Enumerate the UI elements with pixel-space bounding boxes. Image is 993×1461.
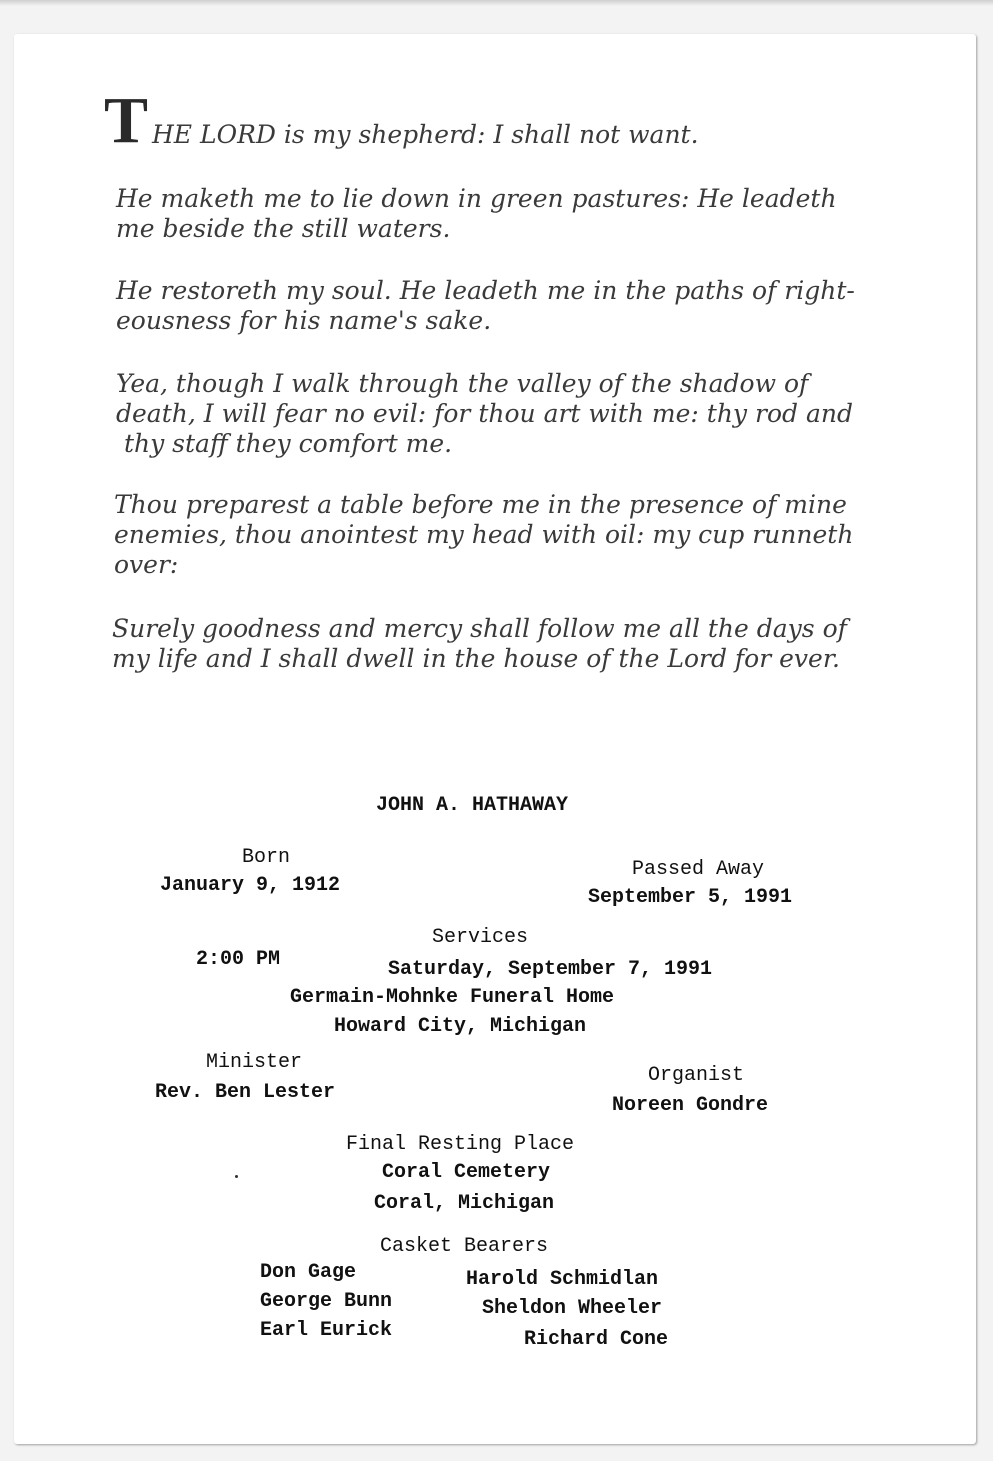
psalm-verse-2 (116, 184, 837, 244)
psalm-line-1: HE LORD is my shepherd: I shall not want. (152, 120, 699, 149)
casket-bearer: Harold Schmidlan (466, 1268, 659, 1291)
casket-bearers-label: Casket Bearers (380, 1235, 549, 1258)
memorial-card (14, 34, 976, 1444)
born-label: Born (242, 846, 291, 869)
psalm-verse-line: He restoreth my soul. He leadeth me in the paths of right- (116, 276, 855, 305)
psalm-verse-3 (116, 276, 855, 336)
organist-name: Noreen Gondre (612, 1094, 769, 1117)
passed-away-date: September 5, 1991 (588, 886, 793, 909)
psalm-verse-line: He maketh me to lie down in green pastures: He leadeth (116, 184, 837, 213)
born-date: January 9, 1912 (160, 874, 341, 897)
services-date: Saturday, September 7, 1991 (388, 958, 713, 981)
casket-bearer: Sheldon Wheeler (482, 1297, 663, 1320)
psalm-verse-line: enemies, thou anointest my head with oil: my cup runneth (114, 520, 854, 549)
minister-label: Minister (206, 1051, 303, 1074)
psalm-verse-line: my life and I shall dwell in the house of the Lord for ever. (112, 644, 840, 673)
resting-place-label: Final Resting Place (346, 1133, 575, 1156)
psalm-verse-line: thy staff they comfort me. (116, 429, 453, 458)
services-time: 2:00 PM (196, 948, 281, 971)
psalm-verse-line: death, I will fear no evil: for thou art with me: thy rod and (116, 399, 853, 428)
psalm-verse-line: over: (114, 550, 179, 579)
psalm-verse-6 (112, 614, 847, 674)
casket-bearer: Earl Eurick (260, 1319, 393, 1342)
psalm-verse-4 (116, 369, 853, 459)
organist-label: Organist (648, 1064, 745, 1087)
services-city: Howard City, Michigan (334, 1015, 587, 1038)
casket-bearer: Richard Cone (524, 1328, 669, 1351)
psalm-verse-line: Thou preparest a table before me in the presence of mine (114, 490, 847, 519)
psalm-verse-5 (114, 490, 853, 580)
psalm-verse-line: eousness for his name's sake. (116, 306, 492, 335)
scan-speck (235, 1175, 238, 1178)
passed-away-label: Passed Away (632, 858, 765, 881)
psalm-verse-line: Yea, though I walk through the valley of the shadow of (116, 369, 809, 398)
scanner-edge (0, 0, 993, 6)
minister-name: Rev. Ben Lester (155, 1081, 336, 1104)
casket-bearer: Don Gage (260, 1261, 357, 1284)
resting-place-city: Coral, Michigan (374, 1192, 555, 1215)
resting-place-name: Coral Cemetery (382, 1161, 551, 1184)
deceased-name: JOHN A. HATHAWAY (376, 794, 569, 817)
psalm-drop-cap: T (104, 84, 149, 157)
services-place: Germain-Mohnke Funeral Home (290, 986, 615, 1009)
casket-bearer: George Bunn (260, 1290, 393, 1313)
services-label: Services (432, 926, 529, 949)
psalm-verse-line: me beside the still waters. (116, 214, 451, 243)
psalm-verse-line: Surely goodness and mercy shall follow me all the days of (112, 614, 847, 643)
